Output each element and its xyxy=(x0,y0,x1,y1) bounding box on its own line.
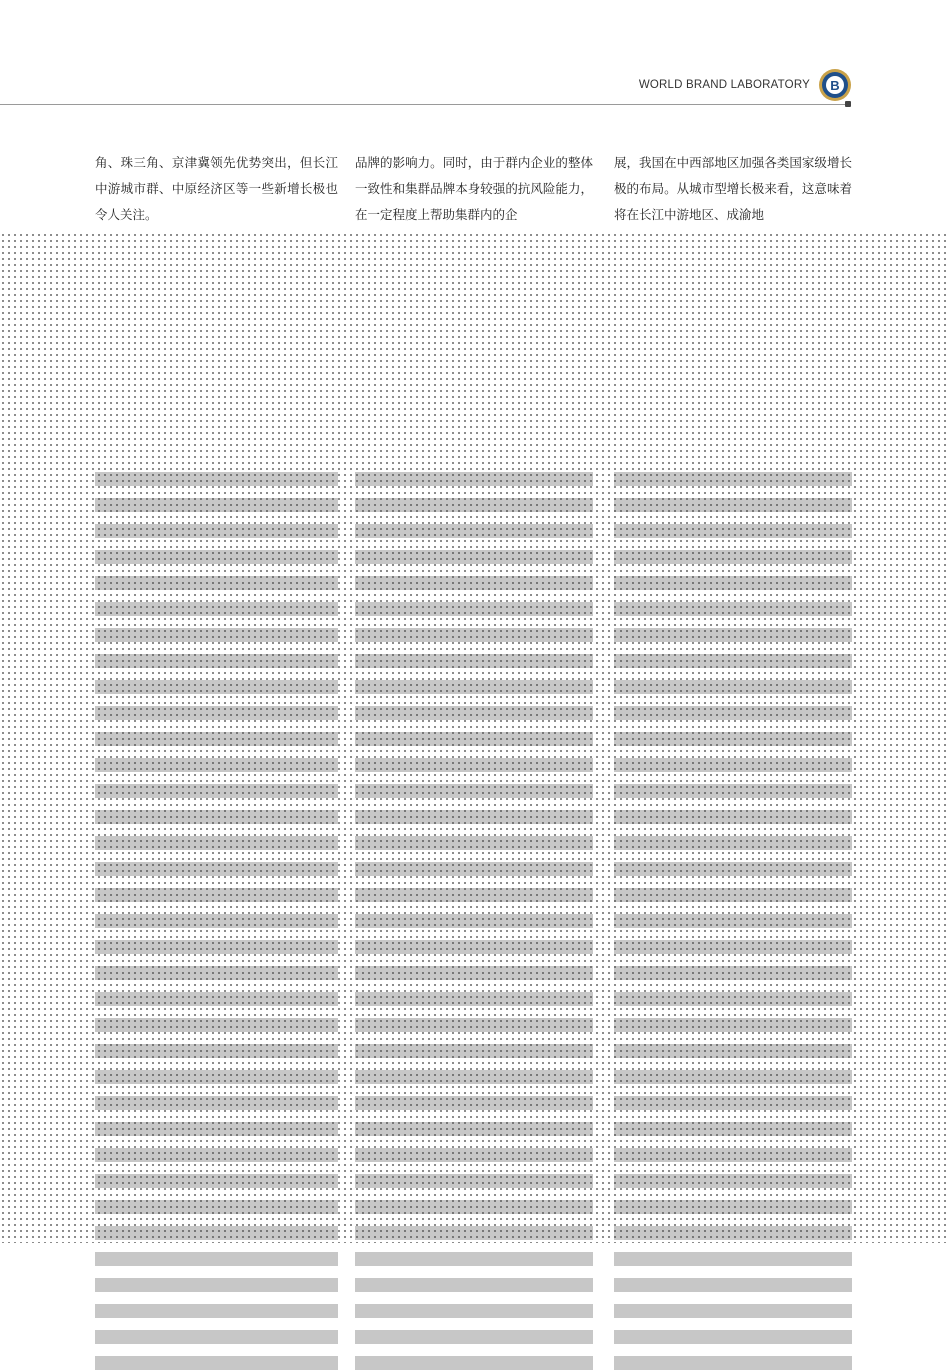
brand-name: WORLD BRAND LABORATORY xyxy=(638,79,810,91)
logo-letter: B xyxy=(830,78,840,93)
column-1-text: 角、珠三角、京津冀领先优势突出，但长江中游城市群、中原经济区等一些新增长极也令人关注。 xyxy=(95,155,338,222)
column-2-text: 品牌的影响力。同时，由于群内企业的整体一致性和集群品牌本身较强的抗风险能力，在一定程度上帮助集群内的企 xyxy=(355,155,593,222)
world-brand-lab-logo-icon xyxy=(818,68,852,102)
page-footer xyxy=(0,1168,950,1208)
obscured-column-2 xyxy=(355,472,593,1372)
obscured-column-1 xyxy=(95,472,338,1372)
header-rule xyxy=(0,104,848,105)
header-rule-marker xyxy=(845,101,851,107)
obscured-column-3 xyxy=(614,472,852,1372)
column-3-text: 展，我国在中西部地区加强各类国家级增长极的布局。从城市型增长极来看，这意味着将在长江中游地区、成渝地 xyxy=(614,155,852,222)
obscured-region xyxy=(0,232,950,1243)
